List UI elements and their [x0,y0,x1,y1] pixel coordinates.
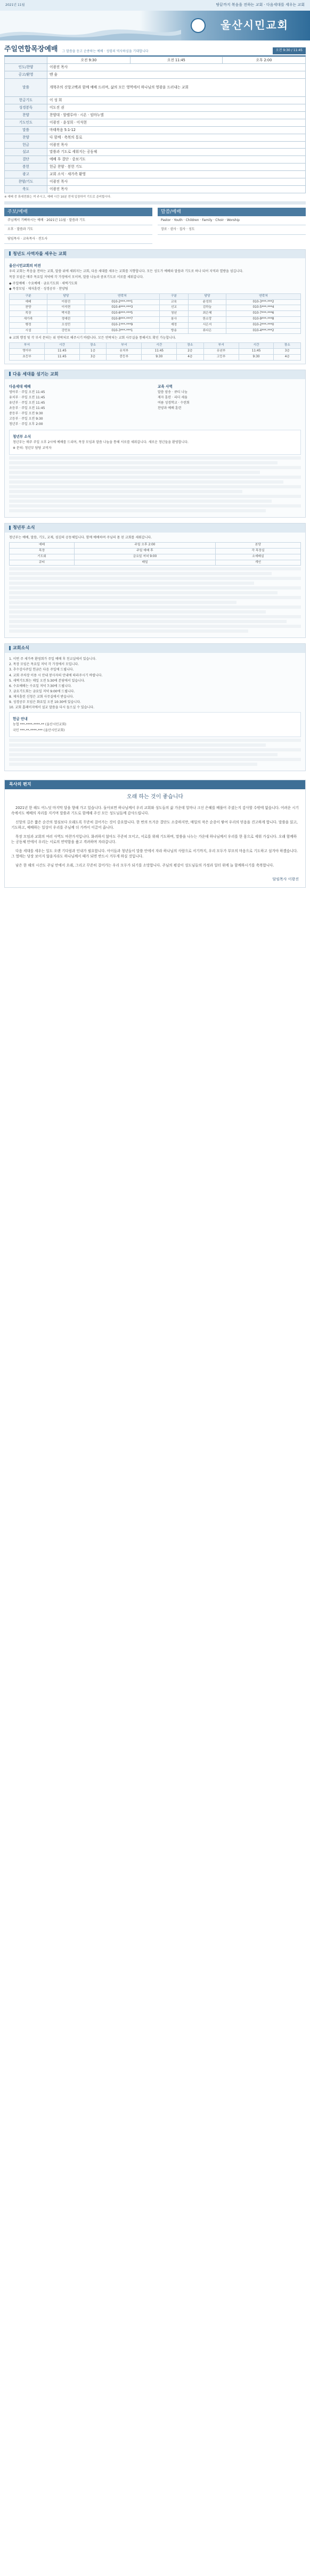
table-cell: 11:45 [45,349,80,355]
worship-title: 주일연합목장예배 [4,45,58,53]
table-cell: 010-9***-***8 [226,316,300,322]
department-table-header: 시간 [45,343,80,349]
worship-title-bar [4,45,306,56]
table-cell: 서은지 [189,322,226,328]
announcement-item: 7. 금요기도회는 금요일 저녁 9:00에 드립니다. [9,689,75,693]
worship-order-row [5,71,306,79]
table-cell: 9:30 [142,355,177,361]
order-label: 기도인도 [5,119,47,126]
staff-table-header: 연락처 [226,293,300,299]
order-value: 이광진 목사 [47,64,306,71]
table-cell: 010-4***-***3 [85,305,159,311]
announcement-item: 9. 성경공부 모임은 화요일 오전 10:30에 있습니다. [9,700,81,705]
order-value: 마태복음 5:1-12 [47,126,306,134]
list-item: 제자 훈련 · 리더 세움 [158,395,187,399]
letter-paragraph: 목장 모임과 교회의 여러 사역도 마찬가지입니다. 화려하지 않아도 꾸준히 모이고, 서로를 위해 기도하며, 말씀을 나누는 가운데 하나님께서 우리를 한 몸으로 세워 가십니다. 오래 함께하는 공동체 안에서 우리는 서로의 연약함을 품고 격려하며 자라갑니다. [11,834,297,845]
order-label: 설교 [5,149,47,156]
weekly-right-row: 장로 · 권사 · 집사 · 성도 [158,225,306,234]
order-label: 찬양 [5,112,47,119]
bulletin-page [0,0,310,892]
table-cell: 중등부 [107,355,142,361]
table-cell: 새가족 [10,316,47,322]
table-cell: 3층 [274,349,301,355]
table-row [10,328,301,334]
worship-order-row [5,79,306,97]
youth-notice-text: 청년부는 매주 주일 오후 2시에 예배를 드리며, 목장 모임과 말씀 나눔을 통해 서로를 세워갑니다. 새로운 청년들을 환영합니다. [13,440,189,445]
table-cell: 매일 [75,560,216,566]
worship-order-row [5,178,306,186]
table-cell: 예배 [10,299,47,305]
order-label: 성경봉독 [5,104,47,112]
table-cell: 각 목장실 [215,549,300,554]
staff-table-header: 연락처 [85,293,159,299]
table-cell: 개인 [215,560,300,566]
weekly-right-body: Pastor · Youth · Children · Family · Choir · Worship [158,216,306,225]
list-item: 중등부 · 주일 오전 9:30 [9,411,43,415]
table-cell: 11:45 [142,349,177,355]
table-row [10,355,301,361]
weekly-left-title: 주보/예배 [4,208,152,216]
next-generation-title-text: 다음 세대를 섬기는 교회 [13,371,59,377]
pastor-signature: 담임목사 이광진 [272,877,299,881]
announcement-item: 1. 이번 주 새가족 환영회가 주일 예배 후 친교실에서 있습니다. [9,657,96,661]
worship-order-row [5,156,306,163]
table-cell: 김하늘 [189,305,226,311]
order-label: 말씀 [5,126,47,134]
church-news-section [4,249,306,364]
staff-table-header: 구분 [10,293,47,299]
department-table-header: 시간 [142,343,177,349]
announcements-section [4,643,306,771]
list-item: 청년부 · 주일 오후 2:00 [9,422,43,427]
table-cell: 4층 [274,355,301,361]
youth-section [4,523,306,638]
department-table-header: 시간 [239,343,274,349]
masthead [0,11,310,40]
department-table-header: 장소 [274,343,301,349]
table-cell: 주일 오후 2:00 [75,543,216,549]
list-item: 찬양과 예배 훈련 [158,406,182,410]
worship-order-row [5,97,306,104]
table-row [10,311,301,317]
order-label: 말씀 [5,79,47,97]
order-label: 공고/환영 [5,71,47,79]
table-cell: 010-2***-***1 [85,299,159,305]
weekly-right-title: 말씀/예배 [158,208,306,216]
worship-time-badge: 오전 9:30 / 11:45 [273,47,306,54]
worship-order-row [5,141,306,149]
nextgen-worship-head: 다음세대 예배 [9,384,31,389]
order-value: 이광진 목사 [47,141,306,149]
list-item: 여름 성경학교 · 수련회 [158,400,190,405]
weekly-left-row: 담임목사 · 교육목사 · 전도사 [4,235,152,244]
table-cell: 010-8***-***7 [85,316,159,322]
table-row [10,316,301,322]
department-table-header: 부서 [203,343,239,349]
worship-order-row [5,126,306,134]
order-value: 이광진 목사 [47,178,306,186]
table-cell: 금요일 저녁 9:00 [75,554,216,560]
worship-order-row [5,134,306,141]
pastor-letter-heading: 오래 하는 것이 좋습니다 [126,794,184,800]
vision-paragraph: 우리 교회는 복음을 전하는 교회, 말씀 위에 세워지는 교회, 다음 세대를 세우는 교회를 지향합니다. 모든 성도가 예배와 말씀과 기도로 하나 되어 지역과 열방을 섬깁니다. [9,269,243,274]
order-value: 찬양대 · 할렐루야 · 시온 · 임마누엘 [47,112,306,119]
table-cell: 소예배실 [215,554,300,560]
letter-paragraph: 2021년 한 해도 어느덧 마지막 달을 향해 가고 있습니다. 돌아보면 하나님께서 우리 교회와 성도들의 삶 가운데 얼마나 크신 은혜를 베풀어 주셨는지 감사할 수밖에 없습니다. 어려운 시기 속에서도 예배의 자리를 지키며 말씀과 기도로 함께해 주신 모든 성도님들께 감사드립니다. [11,805,299,816]
order-label: 광고 [5,171,47,178]
table-cell: 9:30 [239,355,274,361]
announcement-item: 10. 교회 홈페이지에서 설교 말씀을 다시 들으실 수 있습니다. [9,706,95,710]
worship-order-row [5,119,306,126]
issue-label: 2021년 11월 [5,3,25,7]
worship-order-table [4,56,306,193]
staff-table-header: 구분 [159,293,188,299]
table-cell: 이광진 [47,299,85,305]
order-label: 찬양/기도 [5,178,47,186]
order-value: 다 함께 · 축복의 통로 [47,134,306,141]
time-cell: 오전 9:30 [47,56,130,64]
order-label: 결단 [5,156,47,163]
table-cell: 방송 [159,328,188,334]
letter-paragraph: 다음 세대를 세우는 일도 오랜 기다림과 인내가 필요합니다. 아이들과 청년들이 말씀 안에서 자라 하나님의 사람으로 서기까지, 우리 모두가 부모의 마음으로 기도하고 섬겨야 하겠습니다. 그 열매는 당장 보이지 않을지라도 하나님께서 때가 되면 반드시 거두게 하실 것입니다. [11,848,298,859]
youth-notice-title: 청년부 소식 [13,435,31,439]
church-news-title [5,250,305,259]
table-row [10,560,301,566]
weekly-left-body: 주님께서 기뻐하시는 예배 · 2021년 11월 · 말씀과 기도 [4,216,152,225]
announcement-item: 5. 새벽기도회는 매일 오전 5:30에 본당에서 있습니다. [9,678,85,683]
announcement-item: 4. 교회 주차장 이용 시 안내 봉사자의 안내에 따라주시기 바랍니다. [9,673,103,677]
table-cell: 010-1***-***9 [85,322,159,328]
announcement-item: 8. 제자훈련 신청은 교회 사무실에서 받습니다. [9,694,74,699]
order-value: 이광진 · 윤성희 · 이석현 [47,119,306,126]
table-cell: 윤성희 [189,299,226,305]
table-cell: 정예린 [47,316,85,322]
table-cell: 1층 [79,349,106,355]
worship-order-row [5,171,306,178]
weekly-left-column [4,208,152,243]
list-item: 고등부 · 주일 오전 9:30 [9,417,43,421]
contact-note: ※ 교회 행정 및 각 부서 문의는 위 연락처로 해주시기 바랍니다. 모든 연락처는 교회 사무실을 통해서도 확인 가능합니다. [9,336,176,340]
table-cell: 이석현 [47,305,85,311]
table-cell: 재정 [159,322,188,328]
order-label: 인도/찬양 [5,64,47,71]
table-cell: 010-2***-***0 [226,322,300,328]
department-table [9,342,301,360]
youth-notice-contact: ※ 문의: 청년부 담당 교역자 [13,446,52,451]
youth-title [5,524,305,533]
youth-schedule-table [9,542,301,566]
announcement-item: 6. 수요예배는 수요일 저녁 7:30에 드립니다. [9,684,72,688]
table-cell: 찬양 [10,305,47,311]
worship-time-row [5,56,306,64]
table-cell: 주일 예배 후 [75,549,216,554]
table-cell: 큐티 [10,560,75,566]
table-row [10,322,301,328]
table-cell: 고등부 [203,355,239,361]
next-generation-section [4,370,306,518]
table-cell: 교육 [159,299,188,305]
announcement-item: 3. 추수감사주일 헌금은 다음 주일에 드립니다. [9,668,74,672]
worship-order-row [5,185,306,193]
table-cell: 010-3***-***2 [226,299,300,305]
table-cell: 3층 [79,355,106,361]
table-cell: 2층 [177,349,203,355]
table-cell: 박지훈 [47,311,85,317]
time-cell-label [5,56,47,64]
top-bar [0,0,310,11]
order-value: 이광진 목사 [47,185,306,193]
table-cell: 청년 [159,311,188,317]
staff-table-header: 담당 [189,293,226,299]
order-label: 축도 [5,185,47,193]
pastor-letter [4,780,306,888]
table-cell: 010-6***-***5 [85,311,159,317]
table-row [10,549,301,554]
worship-order-row [5,64,306,71]
vision-title: 울산시민교회의 비전 [9,264,41,268]
department-table-header: 장소 [79,343,106,349]
order-value: 교회 소식 · 새가족 환영 [47,171,306,178]
table-cell: 한소망 [189,316,226,322]
nextgen-education-head: 교육 사역 [158,384,173,389]
list-item: 영아부 · 주일 오전 11:45 [9,390,45,394]
announcements-title-text: 교회소식 [13,645,29,651]
pastor-letter-header: 목사의 편지 [5,780,305,789]
divider [4,201,306,205]
table-cell: 오성민 [47,322,85,328]
letter-paragraph: 신앙의 길은 짧은 순간의 열심보다 오래도록 꾸준히 걸어가는 것이 중요합니다. 한 번의 뜨거운 결단도 소중하지만, 매일의 작은 순종이 쌓여 우리의 믿음을 견고하게 합니다. 말씀을 읽고, 기도하고, 예배하는 일상이 우리를 주님께 더 가까이 이끌어 줍니다. [11,820,298,830]
table-cell: 목장 [10,311,47,317]
department-table-header: 부서 [10,343,45,349]
department-table-header: 부서 [107,343,142,349]
department-table-header: 장소 [177,343,203,349]
weekly-left-sub: 오후 · 말씀과 기도 [4,225,152,234]
order-label: 봉헌 [5,163,47,171]
table-cell: 010-7***-***6 [226,311,300,317]
table-cell: 유년부 [203,349,239,355]
order-value: 이도진 권 [47,104,306,112]
announcements-title [5,644,305,653]
offering-account: 국민 ***-**-****-*** (울산시민교회) [13,729,65,733]
text-lines [9,739,301,766]
table-cell: 류다은 [189,328,226,334]
time-cell: 오후 2:00 [222,56,305,64]
weekly-right-column [158,208,306,243]
table-cell: 본당 [215,543,300,549]
order-value: 맨 숲 [47,71,306,79]
pastor-letter-body [5,805,305,877]
table-cell: 목장 [10,549,75,554]
table-cell: 최은혜 [189,311,226,317]
list-item: 초등부 · 주일 오전 11:45 [9,406,45,410]
order-value: 예배 후 결단 · 중보기도 [47,156,306,163]
church-slogan: 땅끝까지 복음을 전하는 교회 · 다음세대를 세우는 교회 [216,3,305,7]
worship-order-row [5,112,306,119]
table-cell: 4층 [177,355,203,361]
announcement-item: 2. 목장 모임은 목요일 저녁 각 가정에서 모입니다. [9,663,79,667]
order-value: 개혁주의 신앙고백과 함께 예배 드리며, 삶의 모든 영역에서 하나님의 영광을 드러내는 교회 [47,79,306,97]
table-cell: 초등부 [10,355,45,361]
table-cell: 유치부 [107,349,142,355]
offering-box [9,712,301,737]
order-value: 헌금 찬양 · 봉헌 기도 [47,163,306,171]
table-cell: 봉사 [159,316,188,322]
order-value: 이 성 희 [47,97,306,104]
table-row [10,305,301,311]
offering-account: 농협 ***-****-****-** (울산시민교회) [13,723,67,727]
worship-order-row [5,104,306,112]
time-cell: 오전 11:45 [130,56,223,64]
cell-paragraph: 목장 모임은 매주 목요일 저녁에 각 가정에서 모이며, 말씀 나눔과 중보기도로 서로를 세워갑니다. [9,275,144,280]
table-cell: 예배 [10,543,75,549]
table-cell: 시설 [10,328,47,334]
staff-table-header: 담당 [47,293,85,299]
table-cell: 영아부 [10,349,45,355]
worship-subtitle: 그 말씀을 듣고 순종하는 예배 · 성령의 역사하심을 기대합니다 [62,50,149,54]
table-cell: 11:45 [45,355,80,361]
church-news-title-text: 청년도 사역자를 세우는 교회 [13,251,67,256]
table-cell: 11:45 [239,349,274,355]
offering-title: 헌금 안내 [13,717,28,722]
youth-title-text: 청년부 소식 [13,525,35,530]
table-row [10,299,301,305]
youth-description: 청년부는 예배, 말씀, 기도, 교제, 섬김의 공동체입니다. 함께 예배하며 주님의 몸 된 교회를 세워갑니다. [9,536,152,540]
youth-notice-box [9,430,301,455]
order-label: 헌금 [5,141,47,149]
staff-table [9,293,301,334]
ministry-list-item: ◆ 목장모임 · 제자훈련 · 성경공부 · 찬양팀 [9,287,68,291]
list-item: 말씀 암송 · 큐티 나눔 [158,390,187,394]
weekly-columns [4,208,306,243]
text-lines [9,456,301,512]
order-value: 말씀과 기도로 세워지는 공동체 [47,149,306,156]
table-row [10,554,301,560]
table-cell: 010-4***-***2 [226,328,300,334]
list-item: 유년부 · 주일 오전 11:45 [9,400,45,405]
ministry-list-item: ◆ 주일예배 · 수요예배 · 금요기도회 · 새벽기도회 [9,281,78,285]
text-lines [9,567,301,633]
table-cell: 선교 [159,305,188,311]
worship-order-row [5,163,306,171]
list-item: 유치부 · 주일 오전 11:45 [9,395,45,399]
table-row [10,543,301,549]
worship-footnote: ※ 예배 중 휴대전화는 꺼 주시고, 예배 시간 10분 전에 입장하여 기도로 준비합시다. [4,195,111,199]
church-logo-icon [191,18,206,33]
table-cell: 행정 [10,322,47,328]
church-name: 울산시민교회 [221,19,289,31]
table-row [10,349,301,355]
table-cell: 010-5***-***4 [226,305,300,311]
order-label: 찬양 [5,134,47,141]
next-generation-title [5,370,305,379]
table-cell: 강민호 [47,328,85,334]
letter-paragraph: 남은 한 해의 시간도 주님 안에서 오래, 그리고 꾸준히 걸어가는 우리 모두가 되기를 소망합니다. 주님의 평강이 성도님들의 가정과 일터 위에 늘 함께하시기를 축복합니다. [15,863,274,868]
table-cell: 010-3***-***1 [85,328,159,334]
wave-decoration-icon [0,24,181,40]
worship-order-row [5,149,306,156]
table-cell: 기도회 [10,554,75,560]
order-label: 헌금기도 [5,97,47,104]
